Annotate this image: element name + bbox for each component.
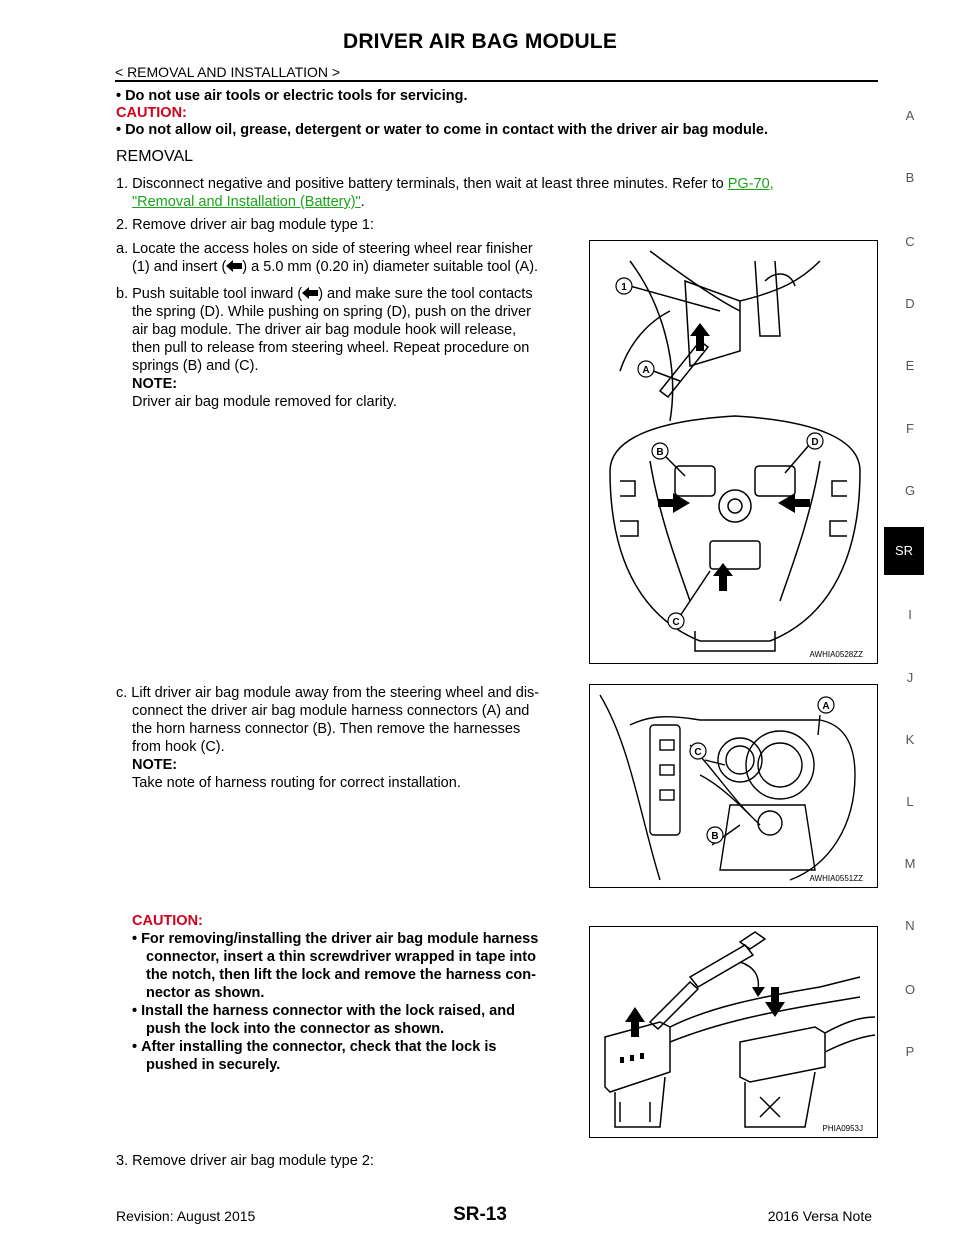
step-c-line2: connect the driver air bag module harness connectors (A) and [132, 703, 530, 719]
side-tab-f[interactable]: F [906, 421, 914, 436]
side-tab-m[interactable]: M [904, 856, 916, 871]
step-b-line4: then pull to release from steering wheel. Repeat procedure on [132, 340, 530, 356]
step-c-line3: the horn harness connector (B). Then remove the harnesses [132, 721, 521, 737]
fig1-label-b: B [656, 447, 664, 458]
figure-id: PHIA0953J [822, 1124, 863, 1133]
footer-revision: Revision: August 2015 [116, 1208, 256, 1224]
fig1-label-a: A [642, 365, 650, 376]
side-tab-o[interactable]: O [904, 982, 916, 997]
side-tab-k[interactable]: K [905, 732, 915, 747]
step-b-line5: springs (B) and (C). [132, 358, 259, 374]
step-b-note-label: NOTE: [132, 376, 178, 392]
caution-bullet-1-l3: the notch, then lift the lock and remove the harness con- [146, 967, 536, 983]
footer-model: 2016 Versa Note [767, 1208, 872, 1224]
caution-bullet-2-l2: push the lock into the connector as shown. [146, 1021, 445, 1037]
step-2: 2. Remove driver air bag module type 1: [116, 217, 374, 233]
fig1-label-1: 1 [621, 282, 627, 293]
arrow-left-icon [302, 287, 318, 299]
side-tab-n[interactable]: N [905, 918, 915, 933]
figure-id: AWHIA0528ZZ [809, 650, 863, 659]
fig1-label-c: C [672, 617, 680, 628]
caution-label-2: CAUTION: [132, 913, 203, 929]
step-c-line1: c. Lift driver air bag module away from the steering wheel and dis- [116, 685, 540, 701]
page-number: SR-13 [453, 1204, 507, 1225]
link-battery-removal[interactable]: "Removal and Installation (Battery)" [132, 194, 361, 210]
breadcrumb: < REMOVAL AND INSTALLATION > [115, 64, 341, 80]
fig2-label-a: A [822, 701, 830, 712]
side-tab-a[interactable]: A [905, 108, 915, 123]
bullet-no-air-tools: • Do not use air tools or electric tools for servicing. [116, 87, 468, 105]
header-rule [115, 80, 878, 82]
caution-bullet-3-l2: pushed in securely. [146, 1057, 281, 1073]
step-c-note: Take note of harness routing for correct installation. [132, 775, 461, 791]
fig2-label-b: B [711, 831, 719, 842]
bullet-no-oil: • Do not allow oil, grease, detergent or water to come in contact with the driver air bag module. [116, 121, 768, 139]
step-a-line1: a. Locate the access holes on side of steering wheel rear finisher [116, 241, 533, 257]
fig2-label-c: C [694, 747, 702, 758]
figure-id: AWHIA0551ZZ [809, 874, 863, 883]
side-tab-g[interactable]: G [904, 483, 916, 498]
side-tab-j[interactable]: J [906, 670, 914, 685]
step-1 [116, 175, 878, 193]
arrow-left-icon [226, 260, 242, 272]
caution-bullet-2-l1: • Install the harness connector with the lock raised, and [132, 1002, 515, 1020]
step-3: 3. Remove driver air bag module type 2: [116, 1153, 374, 1169]
side-tab-sr[interactable]: SR [884, 527, 924, 575]
step-a-post: ) a 5.0 mm (0.20 in) diameter suitable tool (A). [242, 259, 539, 275]
side-tab-b[interactable]: B [905, 170, 915, 185]
fig1-label-d: D [811, 437, 819, 448]
figure-connector-lock [589, 926, 878, 1138]
side-tab-d[interactable]: D [905, 296, 915, 311]
figure-steering-wheel-springs [589, 240, 878, 664]
step-1-text: 1. Disconnect negative and positive battery terminals, then wait at least three minutes. Refer to [116, 176, 724, 192]
step-a-line2 [132, 258, 538, 276]
step-b-line1 [116, 285, 533, 303]
figure-harness-connectors [589, 684, 878, 888]
side-tab-i[interactable]: I [908, 607, 912, 622]
side-tab-l[interactable]: L [906, 794, 914, 809]
section-heading: REMOVAL [116, 148, 194, 165]
step-a-pre: (1) and insert ( [132, 259, 227, 275]
step-b-line2: the spring (D). While pushing on spring (D), push on the driver [132, 304, 531, 320]
step-c-note-label: NOTE: [132, 757, 178, 773]
link-pg-70[interactable]: PG-70, [727, 176, 774, 192]
step-c-line4: from hook (C). [132, 739, 225, 755]
side-tab-e[interactable]: E [905, 358, 915, 373]
caution-label: CAUTION: [116, 105, 187, 121]
step-b-post: ) and make sure the tool contacts [318, 286, 533, 302]
caution-bullet-1-l1: • For removing/installing the driver air bag module harness [132, 930, 538, 948]
steering-wheel-illustration [590, 241, 877, 663]
side-tab-c[interactable]: C [905, 234, 915, 249]
caution-bullet-3-l1: • After installing the connector, check that the lock is [132, 1038, 496, 1056]
step-1-end: . [360, 194, 365, 210]
caution-bullet-1-l4: nector as shown. [146, 985, 265, 1001]
page-title: DRIVER AIR BAG MODULE [342, 30, 618, 53]
step-b-note: Driver air bag module removed for clarity. [132, 394, 397, 410]
step-1-cont [132, 193, 365, 211]
caution-bullet-1-l2: connector, insert a thin screwdriver wrapped in tape into [146, 949, 536, 965]
harness-illustration [590, 685, 877, 887]
step-b-pre: b. Push suitable tool inward ( [116, 286, 303, 302]
connector-lock-illustration [590, 927, 877, 1137]
step-b-line3: air bag module. The driver air bag module hook will release, [132, 322, 517, 338]
side-tab-p[interactable]: P [905, 1044, 915, 1059]
